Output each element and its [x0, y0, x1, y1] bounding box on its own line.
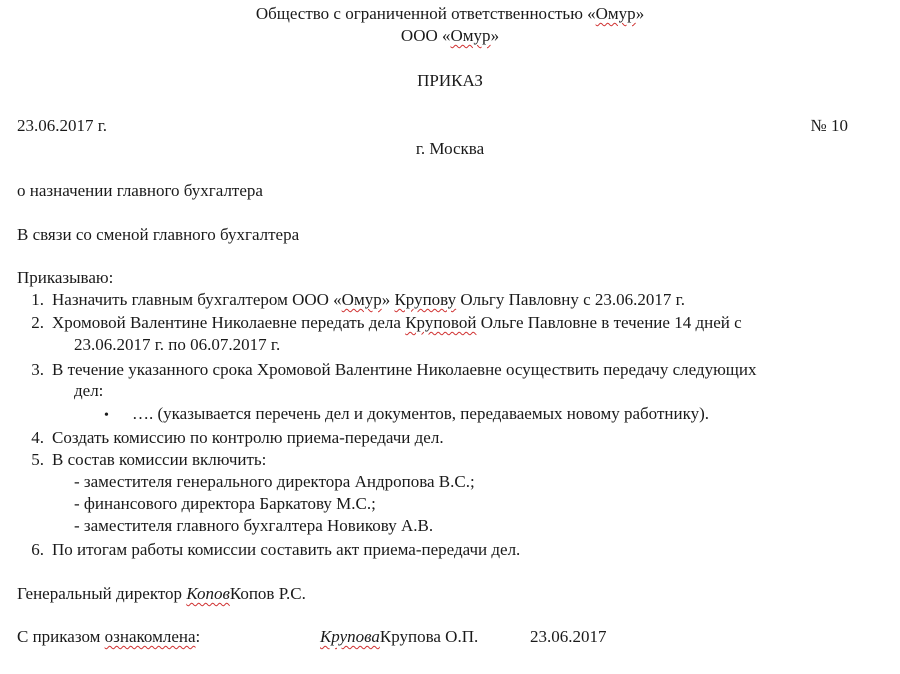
commission-member-3: - заместителя главного бухгалтера Новикову А.В.	[74, 516, 434, 535]
acknowledgement-date: 23.06.2017	[530, 627, 607, 646]
commission-member-1: - заместителя генерального директора Андропова В.С.;	[74, 472, 475, 491]
order-item-5: 5. В состав комиссии включить:	[31, 450, 267, 469]
document-date: 23.06.2017 г.	[17, 116, 108, 135]
document-number: № 10	[810, 116, 848, 135]
director-signature-line: Генеральный директор КоповКопов Р.С.	[17, 584, 306, 603]
acknowledgement-signature-line: КруповаКрупова О.П.	[320, 627, 479, 646]
employee-signature: Крупова	[320, 627, 380, 646]
company-name-word: Омур	[595, 4, 636, 23]
director-signature: Копов	[186, 584, 230, 603]
company-short-name: ООО «Омур»	[400, 26, 500, 45]
document-title: ПРИКАЗ	[417, 71, 483, 90]
order-item-2-continued: 23.06.2017 г. по 06.07.2017 г.	[74, 335, 281, 354]
company-short-word: Омур	[450, 26, 491, 45]
order-item-4: 4. Создать комиссию по контролю приема-передачи дел.	[31, 428, 444, 447]
order-item-6: 6. По итогам работы комиссии составить акт приема-передачи дел.	[31, 540, 521, 559]
order-item-3-bullet	[104, 404, 109, 426]
order-word: Приказываю:	[17, 268, 114, 287]
commission-member-2: - финансового директора Баркатову М.С.;	[74, 494, 376, 513]
order-item-3: 3. В течение указанного срока Хромовой Валентине Николаевне осуществить передачу следующих	[31, 360, 757, 379]
order-item-1: 1. Назначить главным бухгалтером ООО «Омур» Крупову Ольгу Павловну с 23.06.2017 г.	[31, 290, 685, 309]
acknowledgement-label: С приказом ознакомлена:	[17, 627, 201, 646]
document-reason: В связи со сменой главного бухгалтера	[17, 225, 300, 244]
document-subject: о назначении главного бухгалтера	[17, 181, 263, 200]
order-item-3-subitem: …. (указывается перечень дел и документов, передаваемых новому работнику).	[132, 404, 710, 423]
document-city: г. Москва	[415, 139, 485, 158]
order-item-3-continued: дел:	[74, 381, 104, 400]
order-item-2: 2. Хромовой Валентине Николаевне передать дела Круповой Ольге Павловне в течение 14 дней с	[31, 313, 742, 332]
company-full-name: Общество с ограниченной ответственностью «Омур»	[255, 4, 645, 23]
bullet-icon: •	[104, 408, 109, 423]
